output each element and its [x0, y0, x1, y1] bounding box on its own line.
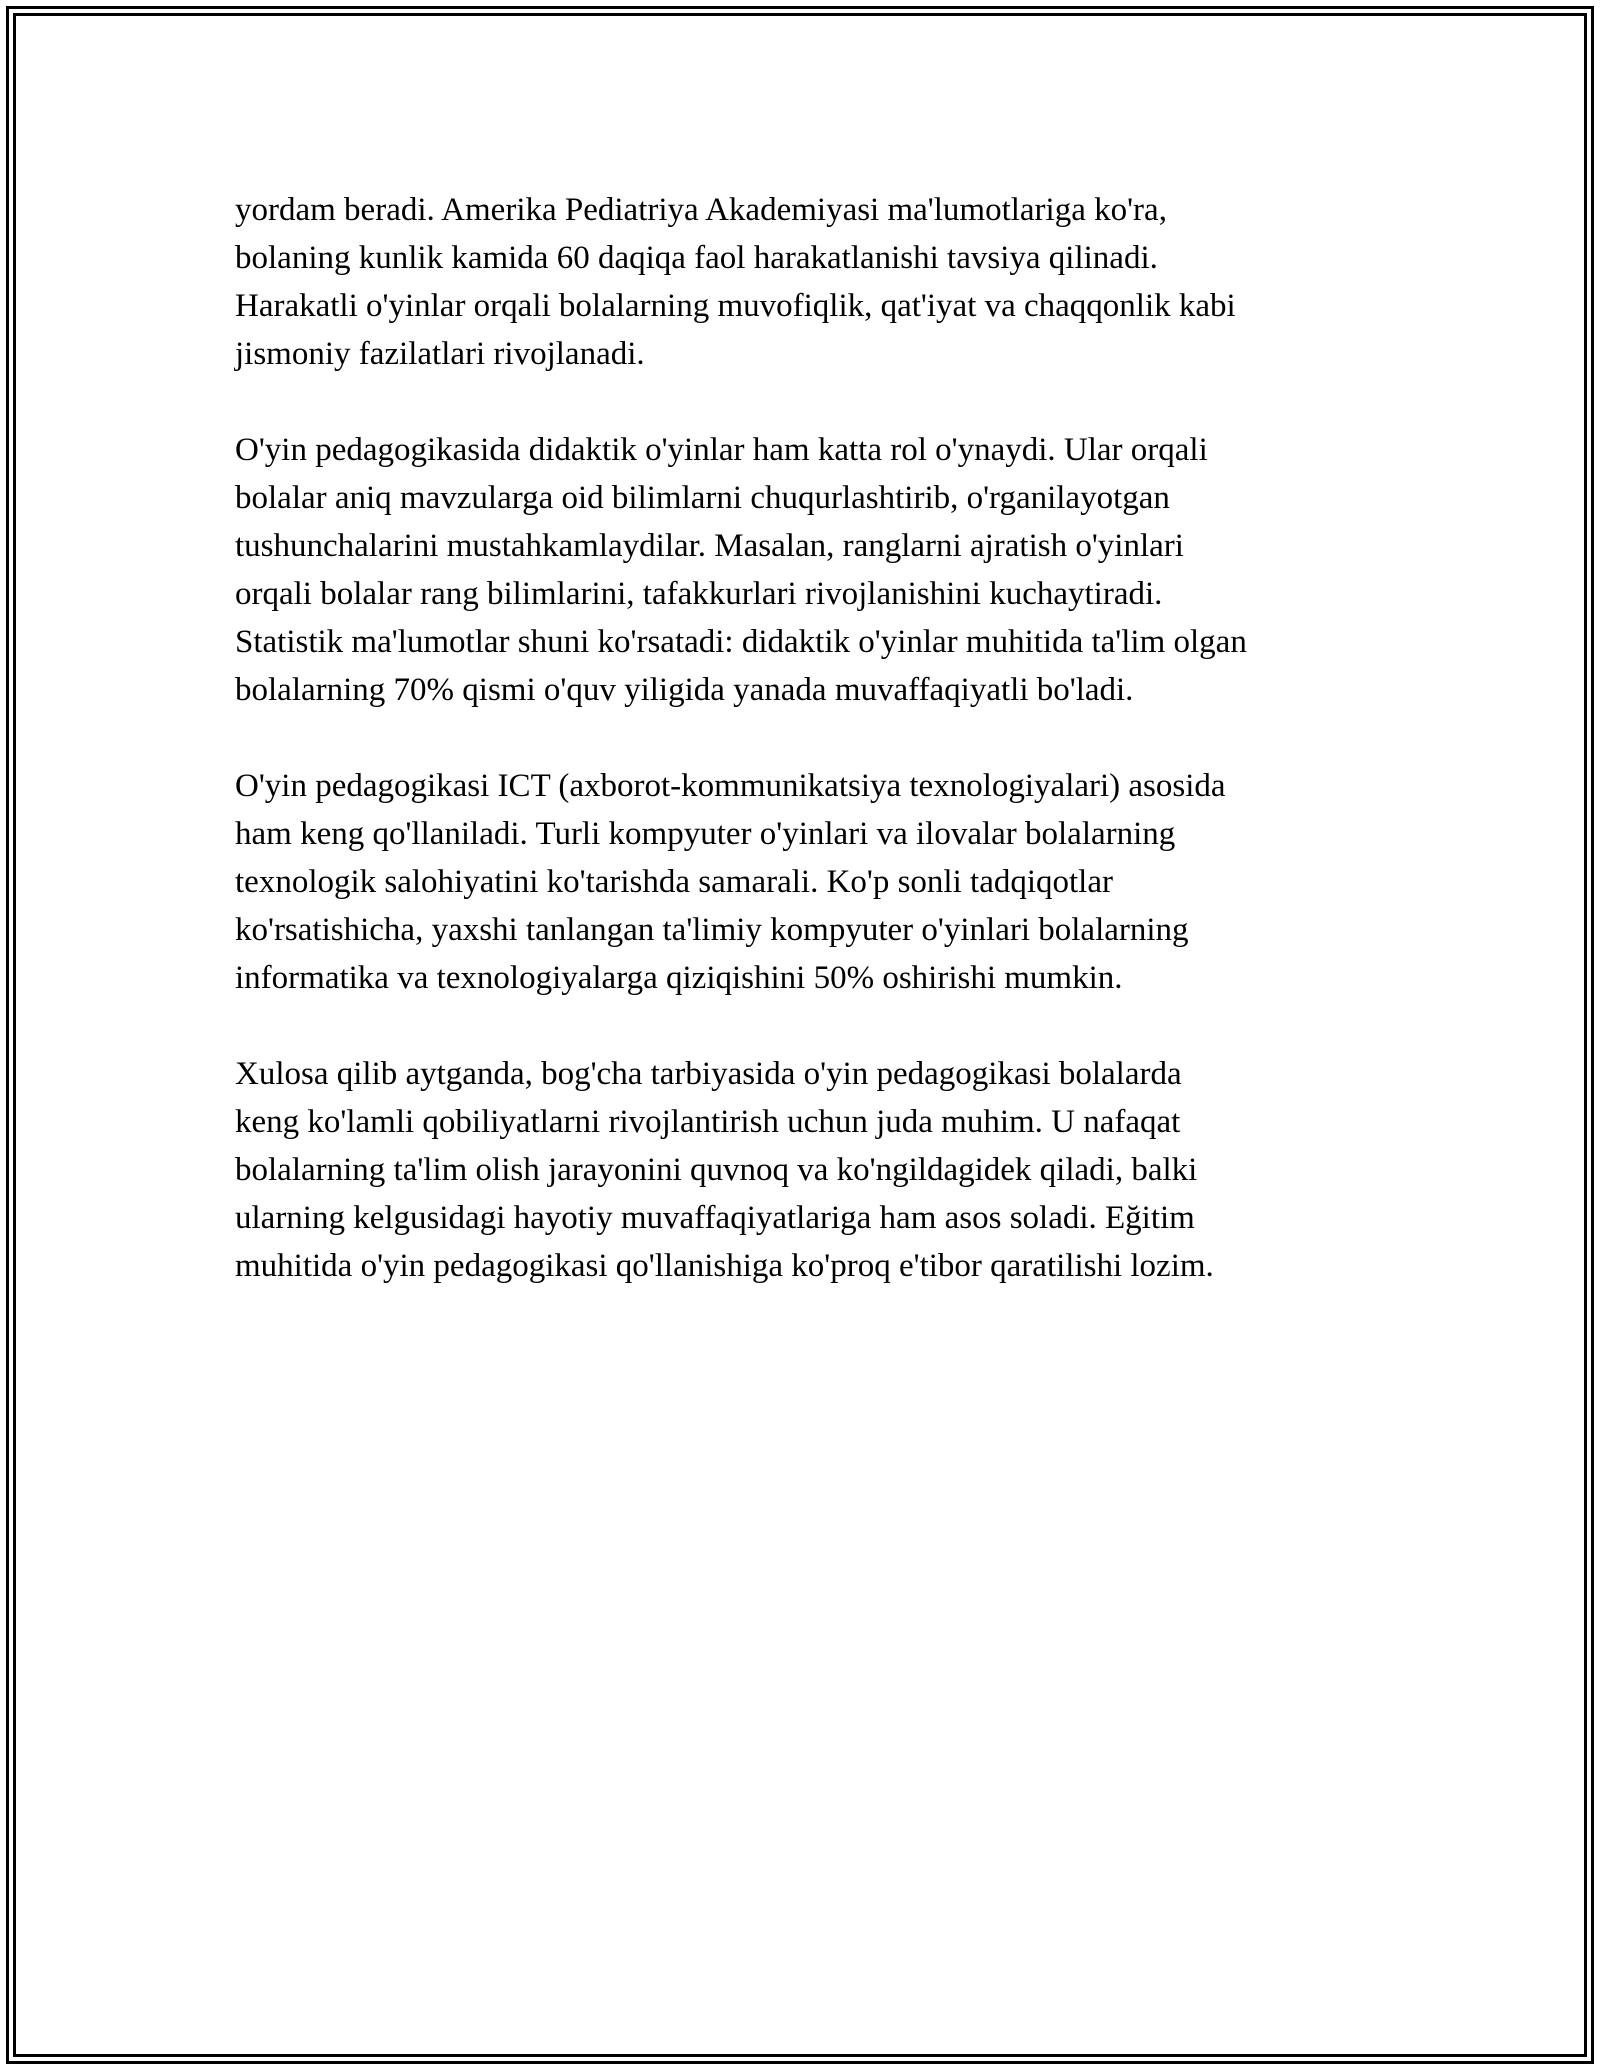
text-line: bolalar aniq mavzularga oid bilimlarni chuqurlashtirib, o'rganilayotgan	[235, 480, 1170, 516]
text-line: bolalarning 70% qismi o'quv yiligida yanada muvaffaqiyatli bo'ladi.	[235, 672, 1134, 708]
document-body	[235, 186, 1385, 1338]
text-line: O'yin pedagogikasi ICT (axborot-kommunikatsiya texnologiyalari) asosida	[235, 768, 1226, 804]
paragraph-conclusion	[235, 1050, 1385, 1290]
text-line: Xulosa qilib aytganda, bog'cha tarbiyasida o'yin pedagogikasi bolalarda	[235, 1056, 1182, 1092]
text-line: texnologik salohiyatini ko'tarishda samarali. Ko'p sonli tadqiqotlar	[235, 864, 1113, 900]
text-line: keng ko'lamli qobiliyatlarni rivojlantirish uchun juda muhim. U nafaqat	[235, 1104, 1181, 1140]
text-line: yordam beradi. Amerika Pediatriya Akademiyasi ma'lumotlariga ko'ra,	[235, 192, 1167, 228]
text-line: tushunchalarini mustahkamlaydilar. Masalan, ranglarni ajratish o'yinlari	[235, 528, 1184, 564]
text-line: informatika va texnologiyalarga qiziqishini 50% oshirishi mumkin.	[235, 960, 1123, 996]
text-line: ko'rsatishicha, yaxshi tanlangan ta'limiy kompyuter o'yinlari bolalarning	[235, 912, 1189, 948]
text-line: Statistik ma'lumotlar shuni ko'rsatadi: didaktik o'yinlar muhitida ta'lim olgan	[235, 624, 1247, 660]
text-line: ham keng qo'llaniladi. Turli kompyuter o'yinlari va ilovalar bolalarning	[235, 816, 1176, 852]
paragraph-didactic-games	[235, 426, 1385, 714]
text-line: bolaning kunlik kamida 60 daqiqa faol harakatlanishi tavsiya qilinadi.	[235, 240, 1158, 276]
text-line: Harakatli o'yinlar orqali bolalarning muvofiqlik, qat'iyat va chaqqonlik kabi	[235, 288, 1236, 324]
text-line: ularning kelgusidagi hayotiy muvaffaqiyatlariga ham asos soladi. Eğitim	[235, 1200, 1195, 1236]
paragraph-physical-activity	[235, 186, 1385, 378]
paragraph-ict	[235, 762, 1385, 1002]
text-line: bolalarning ta'lim olish jarayonini quvnoq va ko'ngildagidek qiladi, balki	[235, 1152, 1198, 1188]
text-line: O'yin pedagogikasida didaktik o'yinlar ham katta rol o'ynaydi. Ular orqali	[235, 432, 1208, 468]
text-line: jismoniy fazilatlari rivojlanadi.	[235, 336, 645, 372]
text-line: muhitida o'yin pedagogikasi qo'llanishiga ko'proq e'tibor qaratilishi lozim.	[235, 1248, 1214, 1284]
text-line: orqali bolalar rang bilimlarini, tafakkurlari rivojlanishini kuchaytiradi.	[235, 576, 1163, 612]
